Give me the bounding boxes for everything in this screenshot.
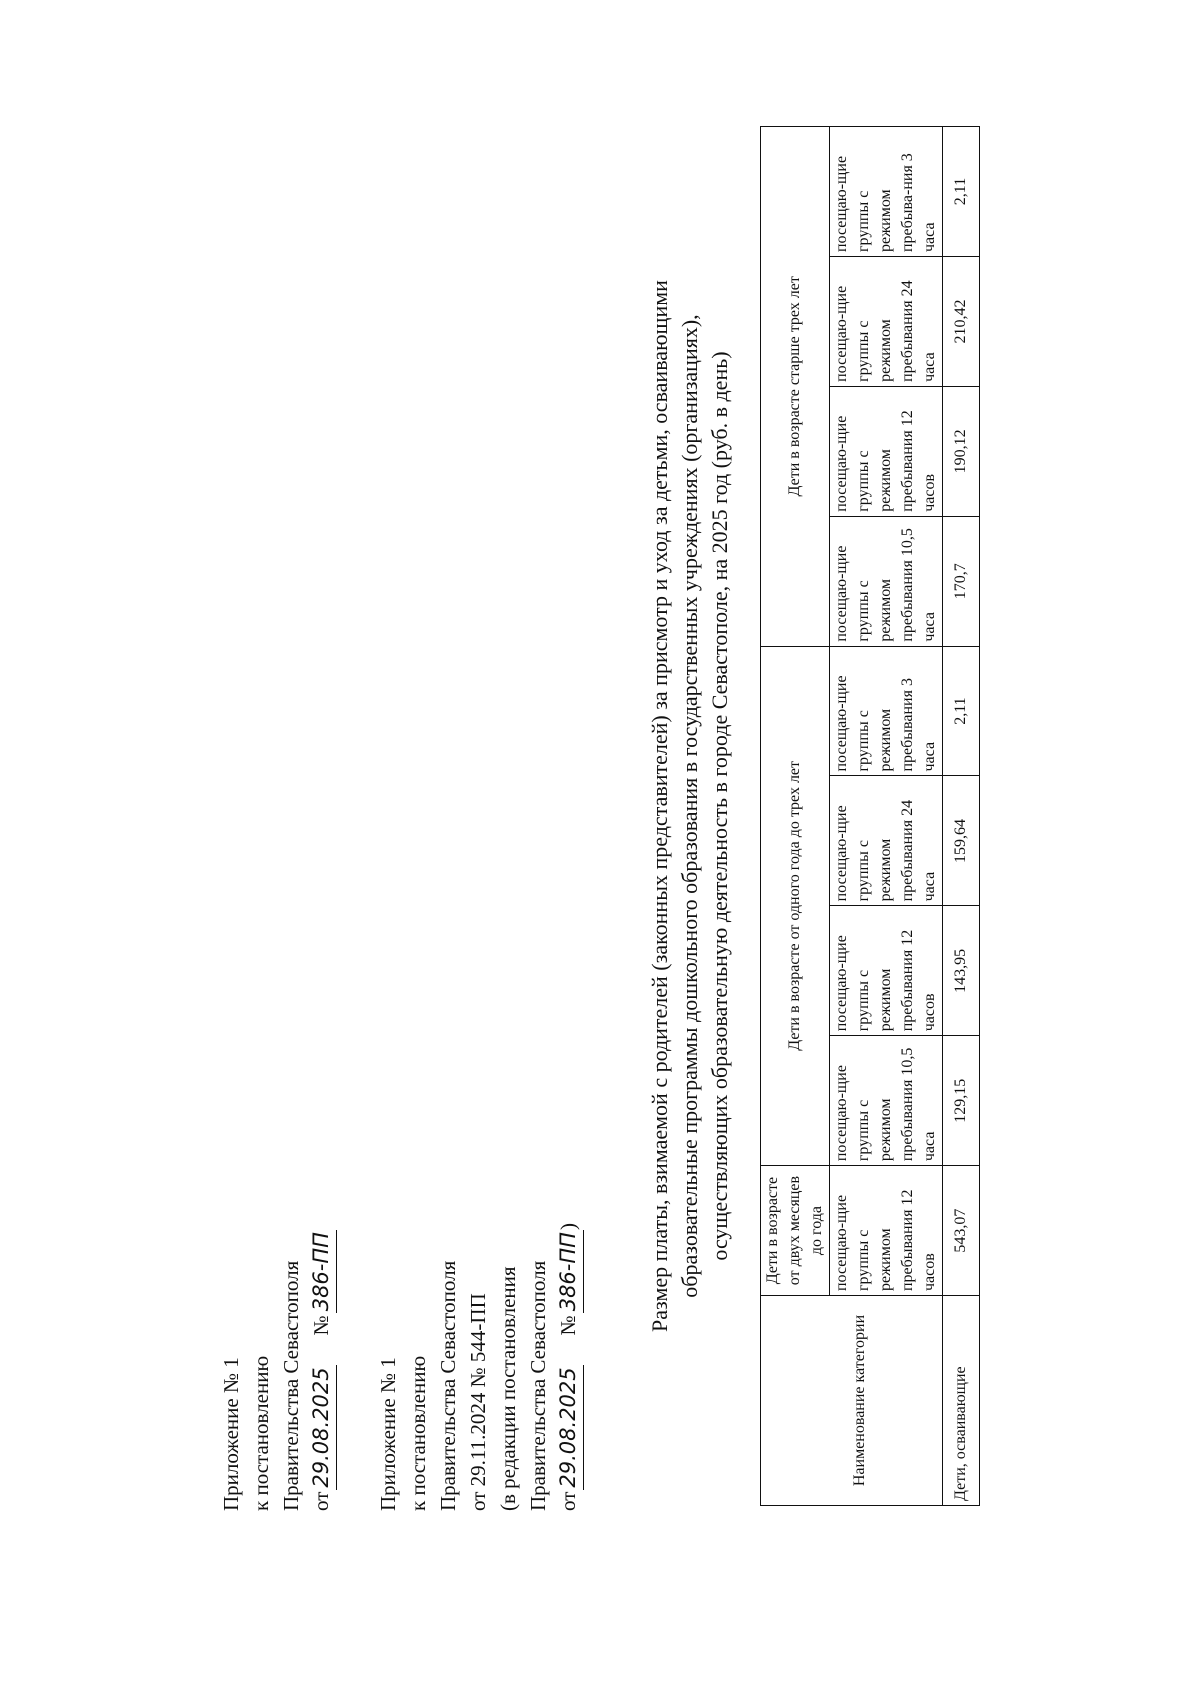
from-prefix: от: [556, 1491, 580, 1511]
appendix-line: к постановлению: [406, 1355, 430, 1511]
from-prefix: от: [309, 1491, 333, 1511]
appendix-line: (в редакции постановления: [496, 1266, 520, 1511]
handwritten-date: 29.08.2025: [306, 1365, 337, 1489]
age-group-toddler-header: Дети в возрасте от одного года до трех лет: [761, 646, 830, 1166]
fee-value: 190,12: [943, 386, 980, 516]
fee-table: [760, 126, 980, 1506]
fee-value: 170,7: [943, 516, 980, 646]
document-title: [645, 116, 735, 1496]
age-group-infant-header: Дети в возрасте от двух месяцев до года: [761, 1166, 830, 1296]
fee-value: 2,11: [943, 646, 980, 776]
age-group-older-header: Дети в возрасте старше трех лет: [761, 127, 830, 647]
subheader-cell: посещаю-щие группы с режимом пребывания 24 часа: [830, 257, 943, 387]
table-header-row: [761, 127, 830, 1506]
fee-value: 543,07: [943, 1166, 980, 1296]
title-line: осуществляющих образовательную деятельность в городе Севастополе, на 2025 год (руб. в день): [707, 351, 732, 1261]
title-line: Размер платы, взимаемой с родителей (законных представителей) за присмотр и уход за детьми, осваивающими: [647, 280, 672, 1332]
fee-value: 2,11: [943, 127, 980, 257]
subheader-cell: посещаю-щие группы с режимом пребывания 12 часов: [830, 1166, 943, 1296]
appendix-line: Приложение № 1: [376, 1357, 400, 1511]
subheader-cell: посещаю-щие группы с режимом пребывания 10,5 часа: [830, 516, 943, 646]
handwritten-date: 29.08.2025: [553, 1365, 584, 1489]
number-prefix: №: [556, 1315, 580, 1336]
subheader-cell: посещаю-щие группы с режимом пребывания 10,5 часа: [830, 1036, 943, 1166]
fee-value: 143,95: [943, 906, 980, 1036]
number-prefix: №: [309, 1315, 333, 1336]
appendix-line: Правительства Севастополя: [526, 1260, 550, 1511]
table-row: [943, 127, 980, 1506]
closing-paren: ): [556, 1223, 580, 1231]
fee-value: 159,64: [943, 776, 980, 906]
subheader-cell: посещаю-щие группы с режимом пребывания 24 часа: [830, 776, 943, 906]
category-header: Наименование категории: [761, 1296, 943, 1506]
appendix-date-number-line: [306, 1031, 337, 1511]
appendix-line: к постановлению: [249, 1355, 273, 1511]
title-line: образовательные программы дошкольного образования в государственных учреждениях (организациях),: [677, 314, 702, 1298]
appendix-line: от 29.11.2024 № 544-ПП: [466, 1293, 490, 1511]
appendix-date-number-line: [553, 1031, 584, 1511]
appendix-header-original: [373, 1031, 584, 1511]
appendix-line: Правительства Севастополя: [279, 1260, 303, 1511]
appendix-line: Приложение № 1: [219, 1357, 243, 1511]
row-label: Дети, осваивающие: [943, 1296, 980, 1506]
appendix-line: Правительства Севастополя: [436, 1260, 460, 1511]
handwritten-number: 386-ПП: [553, 1230, 584, 1313]
fee-value: 210,42: [943, 257, 980, 387]
handwritten-number: 386-ПП: [306, 1230, 337, 1313]
subheader-cell: посещаю-щие группы с режимом пребывания 12 часов: [830, 386, 943, 516]
subheader-cell: посещаю-щие группы с режимом пребывания 3 часа: [830, 646, 943, 776]
fee-value: 129,15: [943, 1036, 980, 1166]
subheader-cell: посещаю-щие группы с режимом пребыва-ния 3 часа: [830, 127, 943, 257]
appendix-header-current: [216, 1031, 337, 1511]
subheader-cell: посещаю-щие группы с режимом пребывания 12 часов: [830, 906, 943, 1036]
